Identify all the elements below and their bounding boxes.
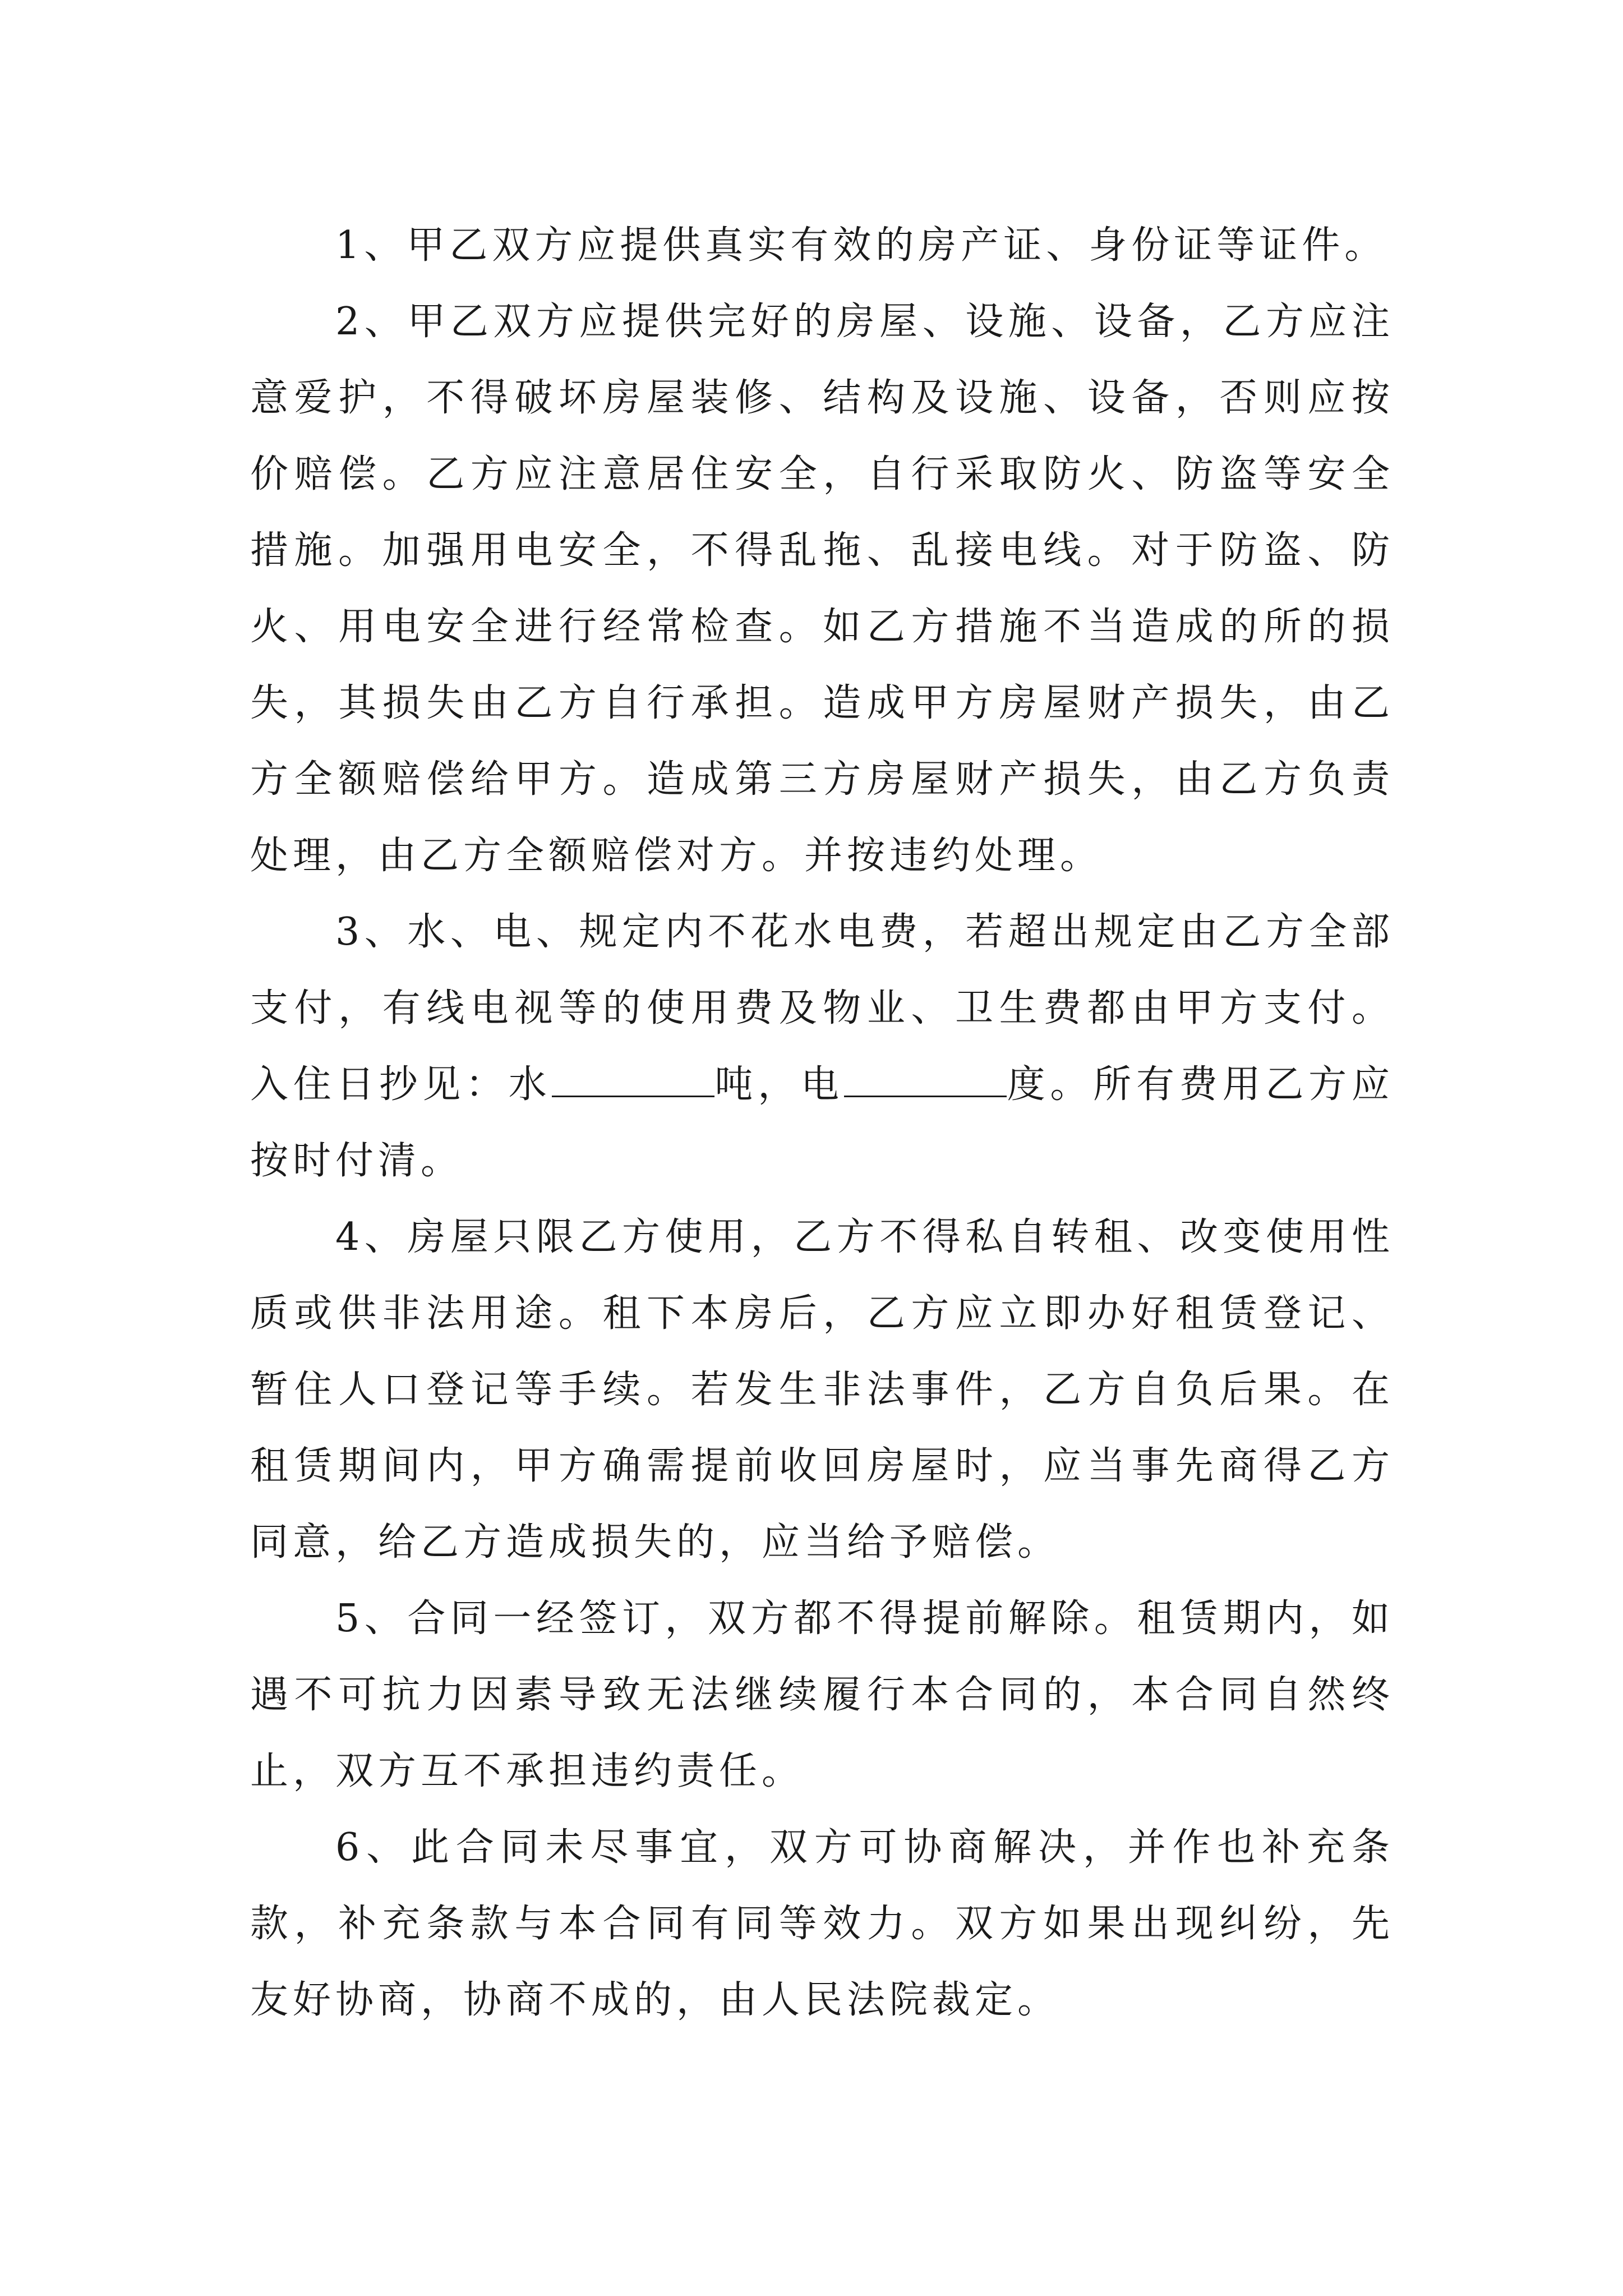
clause-6: 6、此合同未尽事宜，双方可协商解决，并作也补充条款，补充条款与本合同有同等效力。双方如果出现纠纷，先友好协商，协商不成的，由人民法院裁定。 <box>250 1825 1394 2022</box>
clause-3-text-part2: 吨，电 <box>714 1062 844 1107</box>
clause-3-text-part3: 度。所有费用乙方应按时付清。 <box>250 1062 1394 1183</box>
water-reading-blank <box>552 1064 714 1097</box>
clause-3 <box>250 894 1394 1199</box>
clause-1: 1、甲乙双方应提供真实有效的房产证、身份证等证件。 <box>335 223 1387 268</box>
clause-2: 2、甲乙双方应提供完好的房屋、设施、设备，乙方应注意爱护，不得破坏房屋装修、结构及设施、设备，否则应按价赔偿。乙方应注意居住安全，自行采取防火、防盗等安全措施。加强用电安全，不得乱拖、乱接电线。对于防盗、防火、用电安全进行经常检查。如乙方措施不当造成的所的损失，其损失由乙方自行承担。造成甲方房屋财产损失，由乙方全额赔偿给甲方。造成第三方房屋财产损失，由乙方负责处理，由乙方全额赔偿对方。并按违约处理。 <box>250 300 1394 878</box>
electricity-reading-blank <box>844 1064 1007 1097</box>
clause-4: 4、房屋只限乙方使用，乙方不得私自转租、改变使用性质或供非法用途。租下本房后，乙方应立即办好租赁登记、暂住人口登记等手续。若发生非法事件，乙方自负后果。在租赁期间内，甲方确需提前收回房屋时，应当事先商得乙方同意，给乙方造成损失的，应当给予赔偿。 <box>250 1215 1394 1565</box>
contract-body <box>250 208 1394 2039</box>
clause-5: 5、合同一经签订，双方都不得提前解除。租赁期内，如遇不可抗力因素导致无法继续履行本合同的，本合同自然终止，双方互不承担违约责任。 <box>250 1596 1394 1793</box>
clause-3-text-part1: 3、水、电、规定内不花水电费，若超出规定由乙方全部支付，有线电视等的使用费及物业、卫生费都由甲方支付。入住日抄见：水 <box>250 910 1394 1107</box>
